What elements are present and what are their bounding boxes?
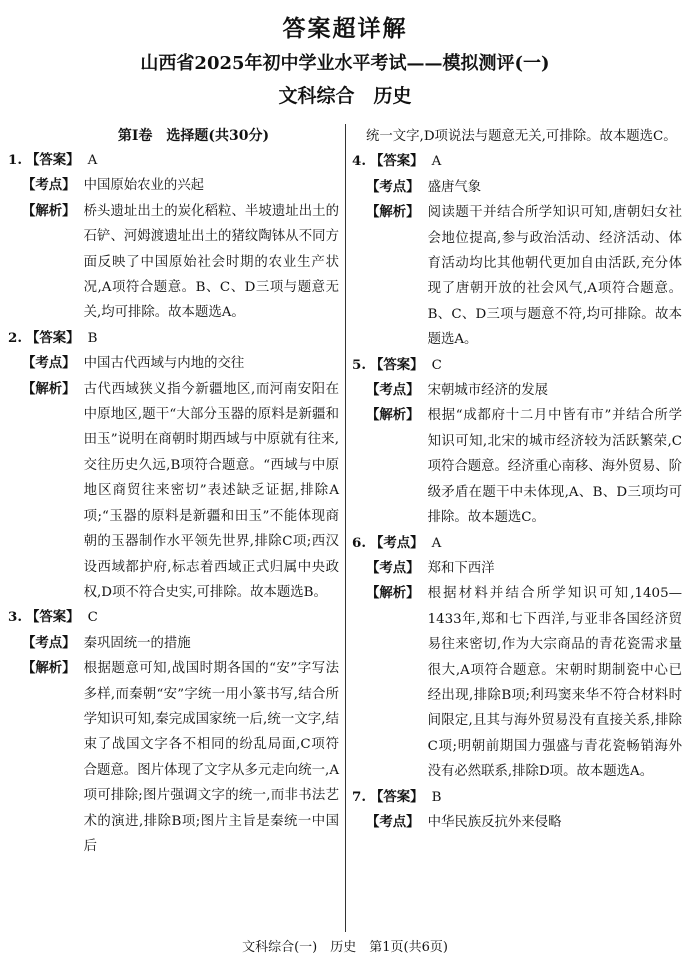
answer-row (8, 148, 339, 173)
point-label: 【考点】 (22, 635, 76, 651)
analysis-label: 【解析】 (22, 203, 76, 219)
point-label: 【考点】 (366, 383, 420, 399)
point-row (8, 351, 339, 376)
point-text: 郑和下西洋 (427, 560, 495, 576)
analysis-row (352, 200, 682, 352)
question-4 (352, 149, 682, 352)
answer-value: A (87, 153, 98, 168)
analysis-text: 根据材料并结合所学知识可知,1405—1433年,郑和七下西洋,与亚非各国经济贸易往来密切,作为大宗商品的青花瓷需求量很大,A项符合题意。宋朝时期制瓷中心已经出现,排除B项;利玛窦来华不符合材料时间限定,且其与海外贸易没有直接关系,排除C项;明朝前期国力强盛与青花瓷畅销海外没有必然联系,排除D项。故本题选A。 (427, 586, 682, 780)
answer-row (8, 326, 339, 351)
point-row (352, 810, 682, 835)
question-1 (8, 148, 339, 326)
question-3-continued: 统一文字,D项说法与题意无关,可排除。故本题选C。 (366, 129, 677, 144)
point-text: 中华民族反抗外来侵略 (427, 814, 562, 830)
point-row (8, 173, 339, 198)
answer-row (352, 785, 682, 810)
point-text: 宋朝城市经济的发展 (427, 383, 549, 399)
page-header (0, 14, 690, 110)
analysis-row (352, 403, 682, 530)
answer-value: C (431, 357, 442, 373)
answer-label: 【答案】 (26, 610, 80, 626)
point-label: 【考点】 (366, 179, 420, 195)
question-number: 4. (352, 153, 366, 170)
answer-label: 【考点】 (370, 535, 424, 551)
analysis-text: 古代西域狭义指今新疆地区,而河南安阳在中原地区,题干“大部分玉器的原料是新疆和田玉”说明在商朝时期西域与中原就有往来,交往历史久远,B项符合题意。“西域与中原地区商贸往来密切”表述缺乏证据,排除A项;“玉器的原料是新疆和田玉”不能体现商朝的玉器制作水平领先世界,排除C项;西汉设西域都护府,标志着西域正式归属中央政权,D项不符合史实,可排除。故本题选B。 (83, 381, 339, 600)
point-label: 【考点】 (366, 560, 420, 576)
answer-value: C (87, 610, 98, 626)
left-column (8, 124, 339, 859)
question-number: 6. (352, 534, 366, 551)
point-label: 【考点】 (22, 356, 76, 372)
analysis-label: 【解析】 (366, 408, 420, 424)
question-number: 5. (352, 356, 366, 373)
right-column (352, 124, 682, 835)
point-row (8, 631, 339, 656)
answer-label: 【答案】 (370, 789, 424, 805)
answer-value: A (431, 535, 442, 551)
question-2 (8, 326, 339, 605)
exam-subtitle: 山西省2025年初中学业水平考试——模拟测评(一) (140, 53, 550, 74)
analysis-label: 【解析】 (366, 586, 420, 602)
question-5 (352, 353, 682, 531)
answer-label: 【答案】 (370, 357, 424, 373)
answer-value: A (431, 154, 442, 170)
answer-row (352, 353, 682, 378)
analysis-text: 阅读题干并结合所学知识可知,唐朝妇女社会地位提高,参与政治活动、经济活动、体育活动均比其他朝代更加自由活跃,充分体现了唐朝开放的社会风气,A项符合题意。B、C、D三项与题意不符,均可排除。故本题选A。 (427, 205, 682, 348)
question-6 (352, 531, 682, 785)
question-number: 1. (8, 152, 22, 168)
answer-label: 【答案】 (370, 154, 424, 170)
analysis-text: 根据“成都府十二月中皆有市”并结合所学知识可知,北宋的城市经济较为活跃繁荣,C项符合题意。经济重心南移、海外贸易、阶级矛盾在题干中未体现,A、B、D三项均可排除。故本题选C。 (427, 408, 682, 526)
analysis-text: 桥头遗址出土的炭化稻粒、半坡遗址出土的石铲、河姆渡遗址出土的猪纹陶钵从不同方面反映了中国原始社会时期的农业生产状况,A项符合题意。B、C、D三项与题意无关,均可排除。故本题选A。 (83, 203, 339, 321)
point-text: 中国原始农业的兴起 (83, 178, 205, 194)
column-divider (345, 124, 346, 932)
point-text: 盛唐气象 (427, 179, 482, 195)
point-label: 【考点】 (366, 814, 420, 830)
answer-row (352, 531, 682, 556)
analysis-text: 根据题意可知,战国时期各国的“安”字写法多样,而秦朝“安”字统一用小篆书写,结合所学知识可知,秦完成国家统一后,统一文字,结束了战国文字各不相同的纷乱局面,C项符合题意。图片体现了文字从多元走向统一,A项可排除;图片强调文字的统一,而非书法艺术的演进,排除B项;图片主旨是秦统一中国后 (83, 661, 339, 854)
point-row (352, 378, 682, 403)
page-footer: 文科综合(一) 历史 第1页(共6页) (242, 940, 448, 955)
analysis-label: 【解析】 (22, 661, 76, 677)
question-number: 2. (8, 329, 22, 346)
question-3 (8, 605, 339, 859)
analysis-label: 【解析】 (366, 205, 420, 221)
answer-row (8, 605, 339, 630)
analysis-row (8, 199, 339, 326)
analysis-row (8, 656, 339, 859)
question-number: 3. (8, 609, 22, 626)
subject-title: 文科综合 历史 (278, 85, 412, 107)
answer-row (352, 149, 682, 174)
main-title: 答案超详解 (282, 16, 408, 42)
point-text: 中国古代西域与内地的交往 (83, 356, 245, 372)
analysis-row (8, 377, 339, 606)
answer-label: 【答案】 (26, 330, 80, 346)
answer-value: B (87, 330, 98, 346)
question-7 (352, 785, 682, 836)
point-label: 【考点】 (22, 178, 76, 194)
answer-value: B (431, 789, 442, 805)
analysis-label: 【解析】 (22, 381, 76, 397)
point-text: 秦巩固统一的措施 (83, 635, 191, 651)
point-row (352, 175, 682, 200)
answer-label: 【答案】 (26, 153, 80, 168)
question-number: 7. (352, 788, 366, 805)
point-row (352, 556, 682, 581)
analysis-row (352, 581, 682, 784)
section-title: 第Ⅰ卷 选择题(共30分) (117, 128, 270, 144)
